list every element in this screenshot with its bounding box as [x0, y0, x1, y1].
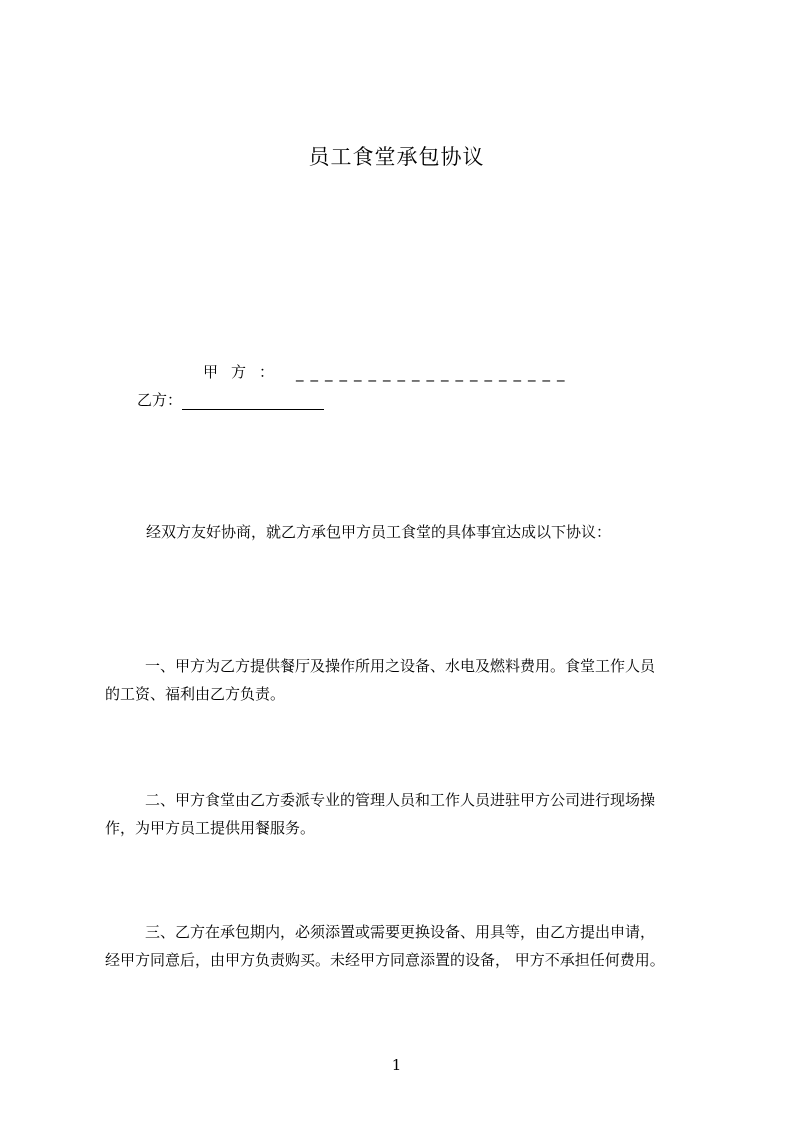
clause-2-line-2: 作，为甲方员工提供用餐服务。 [105, 819, 316, 837]
party-b-blank-line [182, 391, 324, 410]
clause-1 [105, 652, 705, 708]
party-b-label: 乙方： [137, 391, 183, 409]
party-b-field [137, 390, 324, 410]
intro-paragraph: 经双方友好协商，就乙方承包甲方员工食堂的具体事宜达成以下协议： [146, 523, 612, 541]
party-a-blank-line: ___________________ [296, 364, 572, 382]
clause-2 [105, 786, 705, 842]
page-number: 1 [391, 1056, 402, 1074]
clause-3 [105, 918, 705, 974]
clause-3-line-1: 三、乙方在承包期内，必须添置或需要更换设备、用具等，由乙方提出申请， [145, 923, 656, 941]
party-a-label: 甲方： [203, 363, 288, 381]
clause-1-line-2: 的工资、福利由乙方负责。 [105, 685, 286, 703]
clause-3-line-2: 经甲方同意后，由甲方负责购买。未经甲方同意添置的设备， 甲方不承担任何费用。 [105, 951, 665, 969]
clause-1-line-1: 一、甲方为乙方提供餐厅及操作所用之设备、水电及燃料费用。食堂工作人员 [145, 657, 656, 675]
clause-2-line-1: 二、甲方食堂由乙方委派专业的管理人员和工作人员进驻甲方公司进行现场操 [145, 791, 656, 809]
document-title: 员工食堂承包协议 [308, 145, 485, 169]
